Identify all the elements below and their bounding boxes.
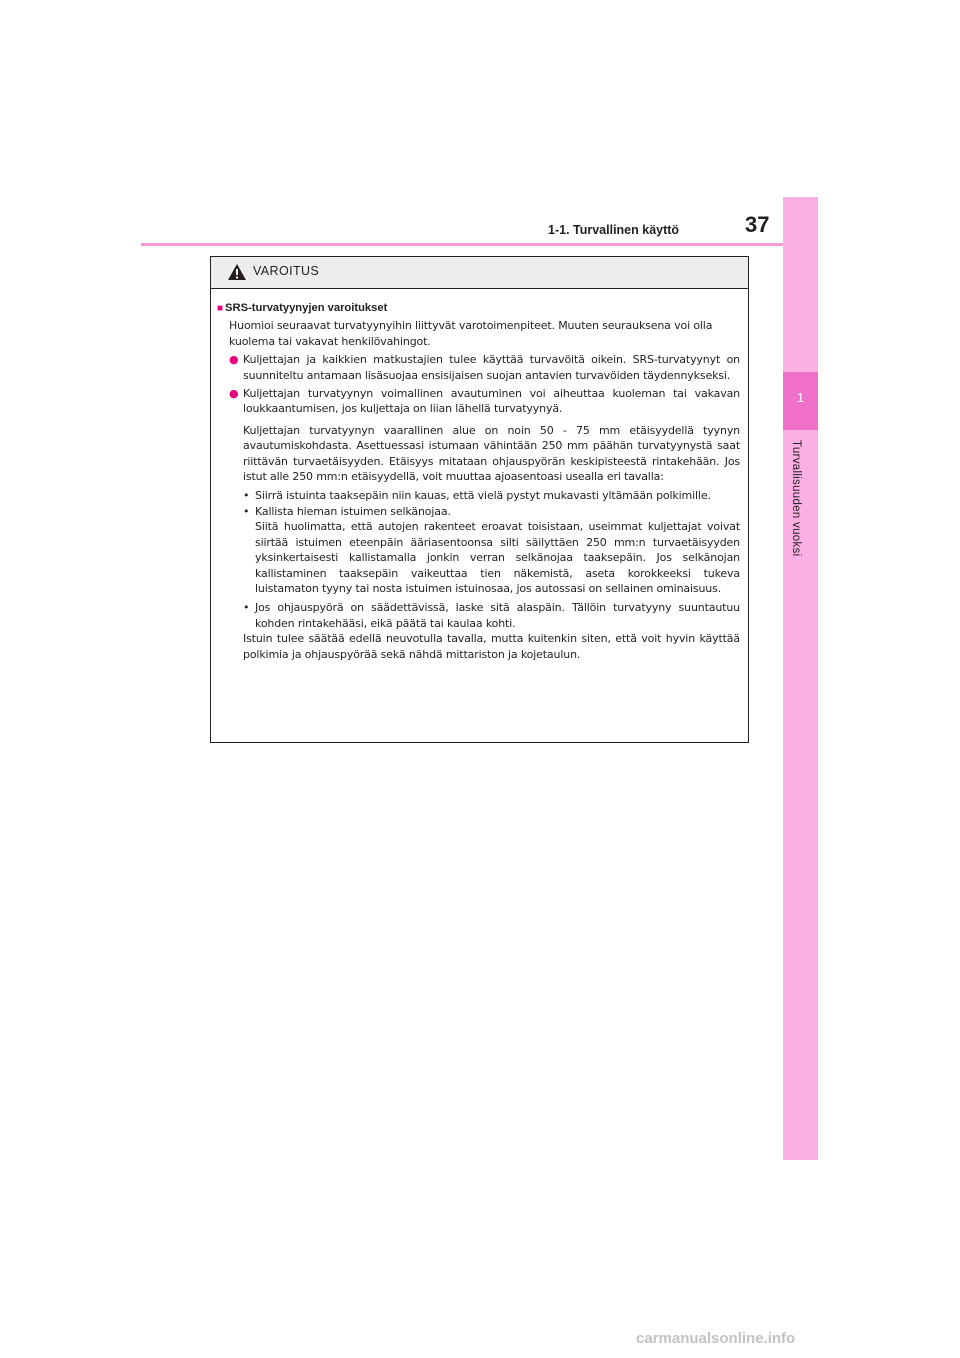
warning-box [210,256,749,743]
sub-bullet-item [217,488,740,503]
sub-bullet-dot-icon: • [243,489,250,503]
chapter-title: Turvallisuuden vuoksi [790,440,802,557]
bullet-item [217,352,740,383]
page-number: 37 [745,212,770,237]
warning-triangle-icon [227,263,247,281]
circle-bullet-icon: ● [229,353,239,367]
warning-title: VAROITUS [253,264,320,278]
warning-intro: Huomioi seuraavat turvatyynyihin liittyvät varotoimenpiteet. Muuten seurauksena voi olla kuolema tai vakavat henkilövahingot. [229,319,713,348]
warning-section-heading [217,301,740,316]
warning-section-title: SRS-turvatyynyjen varoitukset [225,302,388,314]
sub-bullet-item [217,504,740,519]
site-watermark: carmanualsonline.info [636,1330,796,1347]
bullet-text: Kuljettajan ja kaikkien matkustajien tulee käyttää turvavöitä oikein. SRS-turvatyynyt on suunniteltu antamaan lisäsuojaa ensisijaisen suojan antavien turvavöiden täydennykseksi. [243,353,740,382]
sub-bullet-detail: Siitä huolimatta, että autojen rakenteet eroavat toisistaan, useimmat kuljettajat voivat siirtää istuimen eteenpäin ääriasentoonsa silti säilyttäen 250 mm:n turvaetäisyyden yksinkertaisesti kallistamalla jonkin verran selkänojaa taaksepäin. Jos selkänojan kallistaminen taaksepäin vaikeuttaa tien näkemistä, aseta korokkeeksi tukeva luistamaton tyyny tai nosta istuimen istuinosaa, jos autossasi on sellainen ominaisuus. [255,520,740,595]
sub-bullet-dot-icon: • [243,504,250,518]
header-divider [141,243,784,246]
bullet-item [217,386,740,417]
warning-header [211,257,748,289]
sub-bullet-text: Kallista hieman istuimen selkänojaa. [255,504,451,518]
sub-bullet-text: Jos ohjauspyörä on säädettävissä, laske sitä alaspäin. Tällöin turvatyyny suuntautuu kohden rintakehääsi, eikä päätä tai kaulaa kohti. [255,601,740,630]
square-bullet-icon: ■ [217,303,224,314]
bullet-text: Kuljettajan turvatyynyn voimallinen avautuminen voi aiheuttaa kuoleman tai vakavan loukkaantumisen, jos kuljettaja on liian lähellä turvatyynyä. [243,387,740,416]
distance-paragraph: Kuljettajan turvatyynyn vaarallinen alue on noin 50 - 75 mm etäisyydellä tyynyn avautumiskohdasta. Asettuessasi istumaan vähintään 250 mm päähän turvatyynystä saat riittävän turvaetäisyyden. Etäisyys mitataan ohjauspyörän keskipisteestä rintakehään. Jos istut alle 250 mm:n etäisyydellä, voit muuttaa ajoasentoasi usealla eri tavalla: [243,423,740,484]
sub-bullet-text: Siirrä istuinta taaksepäin niin kauas, että vielä pystyt mukavasti yltämään polkimille. [255,489,711,503]
chapter-side-tab [783,197,818,1160]
final-paragraph: Istuin tulee säätää edellä neuvotulla tavalla, mutta kuitenkin siten, että voit hyvin käyttää polkimia ja ohjauspyörää sekä nähdä mittariston ja kojetaulun. [243,632,740,661]
chapter-number: 1 [796,390,805,405]
sub-bullet-dot-icon: • [243,601,250,615]
circle-bullet-icon: ● [229,387,239,401]
section-header: 1-1. Turvallinen käyttö [548,223,680,237]
sub-bullet-item [217,600,740,631]
warning-body [211,289,748,662]
